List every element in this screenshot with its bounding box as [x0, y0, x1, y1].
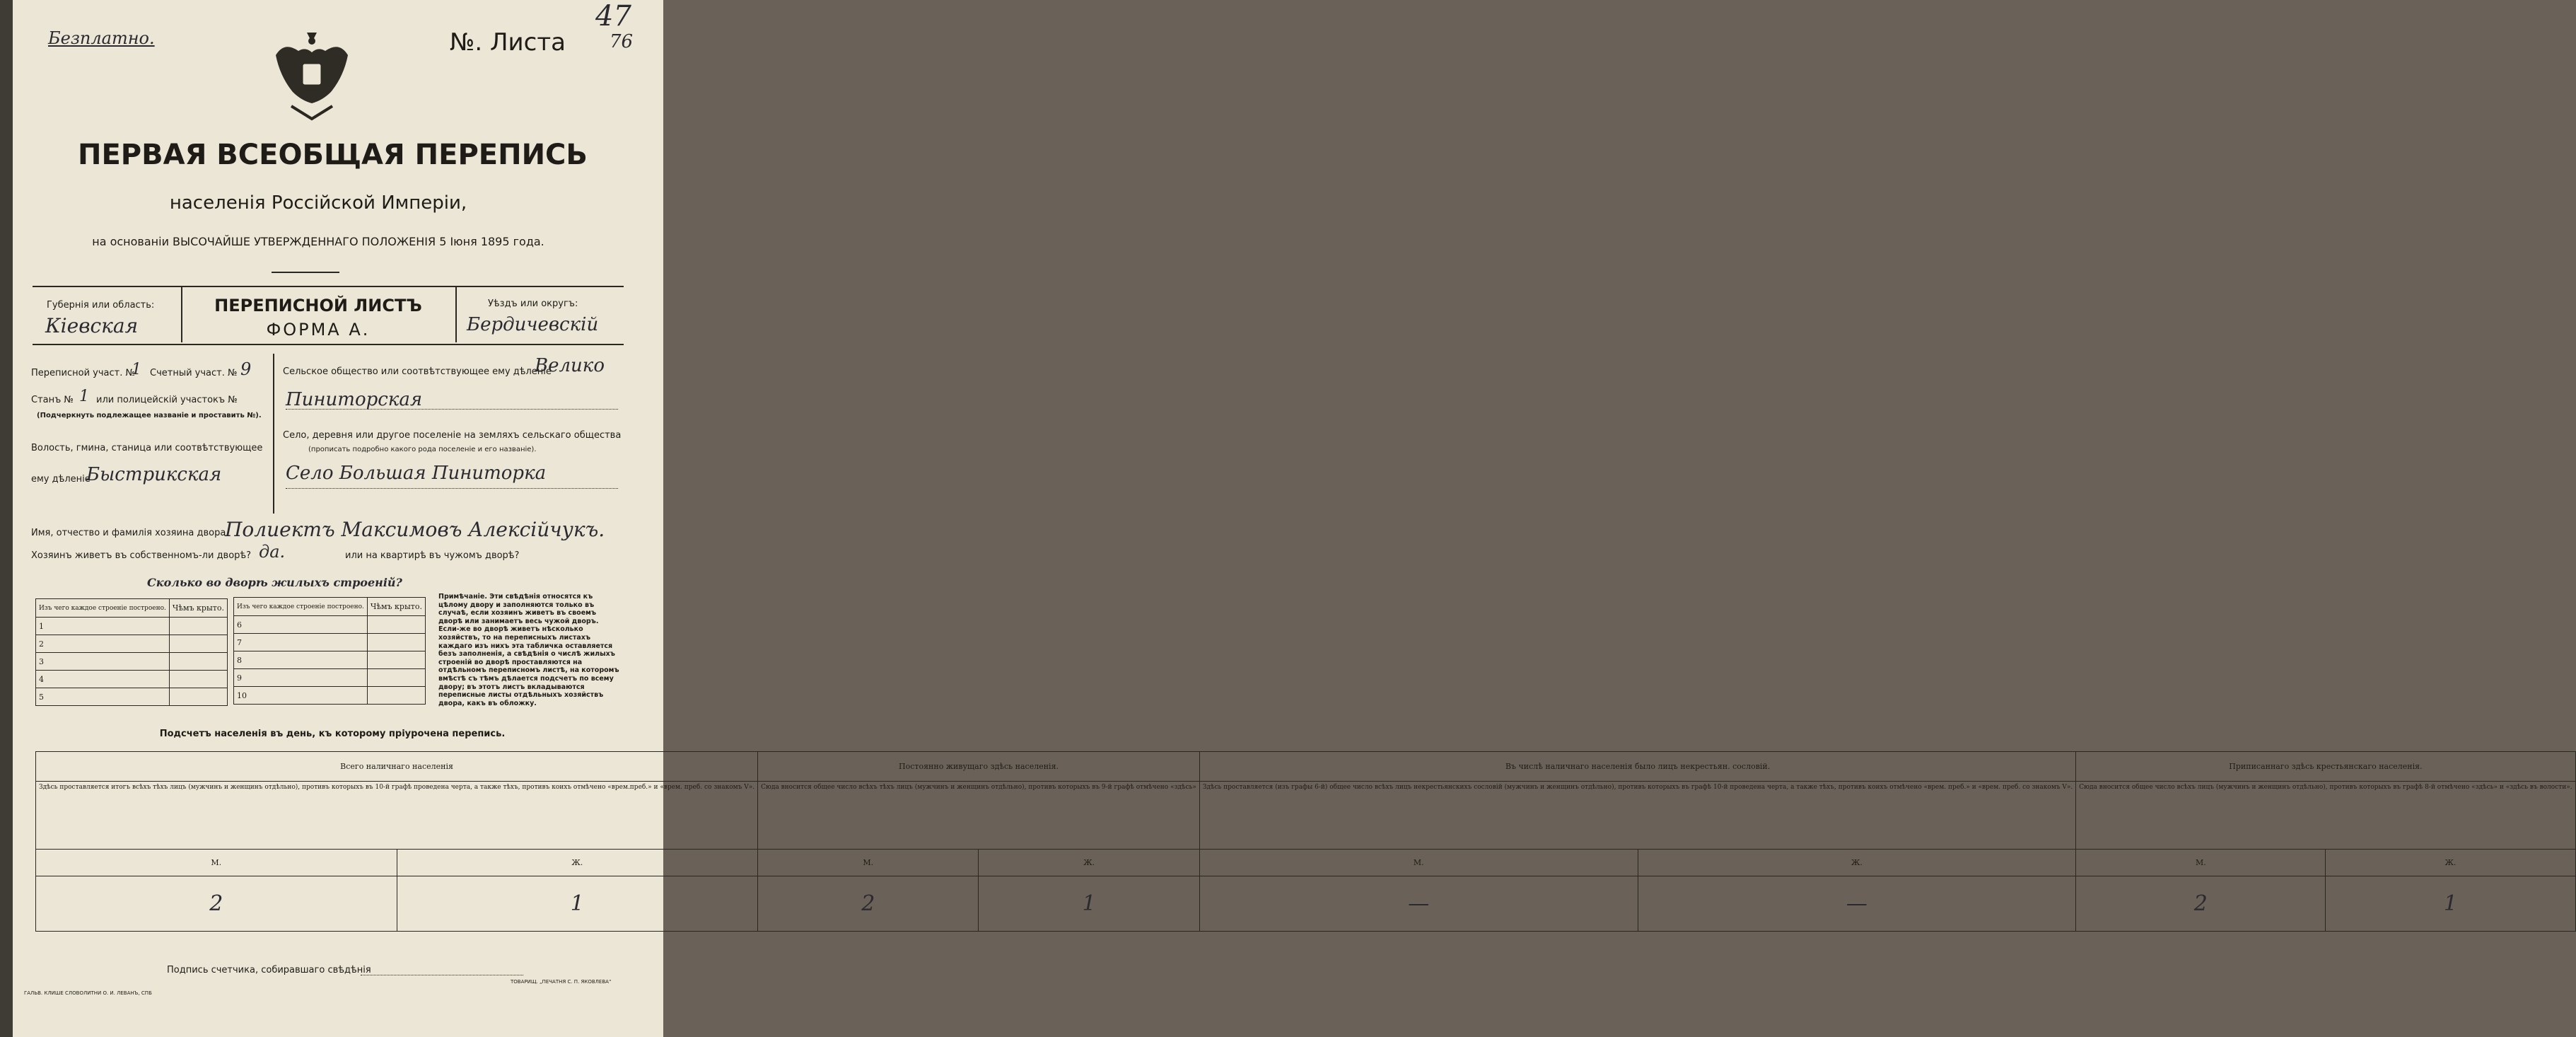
count-value: —: [1638, 876, 2076, 932]
community-label: Сельское общество или соотвѣтствующее ему дѣленіе: [283, 366, 552, 377]
female-header: Ж.: [2326, 850, 2575, 876]
row-number: 4: [36, 671, 170, 688]
material-column-header: Изъ чего каждое строеніе построено.: [234, 598, 368, 616]
count-heading: Подсчетъ населенія въ день, къ которому пріурочена перепись.: [159, 729, 506, 739]
rented-yard-label: или на квартирѣ въ чужомъ дворѣ?: [345, 550, 520, 561]
province-value: Кіевская: [45, 314, 139, 337]
col3-title: Въ числѣ наличнаго населенія было лицъ некрестьян. сословій.: [1199, 752, 2075, 782]
count-value: 2: [758, 876, 979, 932]
col2-description: Сюда вносится общее число всѣхъ тѣхъ лицъ (мужчинъ и женщинъ отдѣльно), противъ которыхъ въ 9-й графѣ отмѣчено «здѣсь»: [758, 782, 1200, 850]
province-label: Губернія или область:: [47, 300, 155, 311]
row-number: 10: [234, 687, 368, 705]
row-number: 7: [234, 634, 368, 651]
basis-line: на основаніи ВЫСОЧАЙШЕ УТВЕРЖДЕННАГО ПОЛОЖЕНІЯ 5 Іюня 1895 года.: [92, 235, 544, 248]
female-header: Ж.: [397, 850, 758, 876]
col4-title: Приписаннаго здѣсь крестьянскаго населенія.: [2076, 752, 2575, 782]
row-number: 9: [234, 669, 368, 687]
double-headed-eagle-emblem: [270, 27, 354, 126]
col2-title: Постоянно живущаго здѣсь населенія.: [758, 752, 1200, 782]
fill-line: [286, 409, 618, 410]
buildings-table-right: [233, 597, 426, 705]
count-district-label: Счетный участ. №: [150, 368, 238, 378]
stan-label: Станъ №: [31, 395, 74, 405]
volost-label: Волость, гмина, станица или соотвѣтствующее: [31, 443, 263, 453]
volost-value: Быстрикская: [86, 464, 222, 485]
fill-line: [286, 488, 618, 489]
count-value: —: [1199, 876, 1638, 932]
village-label: Село, деревня или другое поселеніе на земляхъ сельскаго общества: [283, 430, 622, 441]
free-label: Безплатно.: [48, 28, 155, 48]
female-header: Ж.: [1638, 850, 2076, 876]
village-value: Село Большая Пиниторка: [286, 463, 547, 484]
note-block: [438, 593, 621, 707]
sheet-extra-number: 76: [610, 31, 634, 52]
note-text: Эти свѣдѣнія относятся къ цѣлому двору и заполняются только въ случаѣ, если хозяинъ живетъ въ своемъ дворѣ или занимаетъ весь чужой дворъ. Если-же во дворѣ живетъ нѣсколько хозяйствъ, то на переписныхъ листахъ каждаго изъ нихъ эта табличка оставляется безъ заполненія, а свѣдѣнія о числѣ жилыхъ строеній во дворѣ проставляются на отдѣльномъ переписномъ листѣ, на которомъ вмѣстѣ съ тѣмъ дѣлается подсчетъ по всему двору; въ этотъ листъ вкладываются переписные листы отдѣльныхъ хозяйствъ двора, какъ въ обложку.: [438, 593, 619, 707]
male-header: М.: [36, 850, 397, 876]
sheet-label: №. Листа: [450, 28, 566, 57]
form-title: ПЕРЕПИСНОЙ ЛИСТЪ: [214, 296, 422, 315]
subtitle: населенія Россійской Имперіи,: [169, 192, 467, 214]
own-yard-value: да.: [259, 542, 286, 562]
buildings-table-left: [35, 598, 228, 706]
scan-left-edge: [0, 0, 13, 1037]
sheet-number: 47: [595, 0, 631, 33]
material-column-header: Изъ чего каждое строеніе построено.: [36, 599, 170, 618]
block-divider: [273, 354, 274, 514]
male-header: М.: [758, 850, 979, 876]
col3-description: Здѣсь проставляется (изъ графы 6-й) общее число всѣхъ лицъ некрестьянскихъ сословій (мужчинъ и женщинъ отдѣльно), противъ которыхъ въ графѣ 10-й проведена черта, а также тѣхъ, противъ коихъ отмѣчено «врем. преб.» и «врем. преб. со знакомъ V».: [1199, 782, 2075, 850]
own-yard-label: Хозяинъ живетъ въ собственномъ-ли дворѣ?: [31, 550, 252, 561]
row-number: 1: [36, 618, 170, 635]
district-label: Уѣздъ или округъ:: [488, 299, 578, 309]
enum-district-label: Переписной участ. №: [31, 368, 135, 378]
printer-credit-right: ТОВАРИЩ. „ПЕЧАТНЯ С. П. ЯКОВЛЕВА“: [511, 979, 612, 985]
count-district-value: 9: [240, 359, 252, 379]
col1-title: Всего наличнаго населенія: [36, 752, 758, 782]
printer-credit-left: ГАЛЬВ. КЛИШЕ СЛОВОЛИТНИ О. И. ЛЕВАНЪ, СПБ: [24, 990, 152, 996]
row-number: 3: [36, 653, 170, 671]
owner-name-label: Имя, отчество и фамилія хозяина двора: [31, 528, 226, 538]
owner-name-value: Полиектъ Максимовъ Алексійчукъ.: [225, 518, 605, 541]
population-count-table: [35, 751, 2576, 932]
volost-label-cont: ему дѣленіе: [31, 474, 91, 485]
count-value: 2: [2076, 876, 2326, 932]
col4-description: Сюда вносится общее число всѣхъ лицъ (мужчинъ и женщинъ отдѣльно), противъ которыхъ въ графѣ 8-й отмѣчено «здѣсь» и «здѣсь въ волости».: [2076, 782, 2575, 850]
count-value: 1: [2326, 876, 2575, 932]
col1-description: Здѣсь проставляется итогъ всѣхъ тѣхъ лицъ (мужчинъ и женщинъ отдѣльно), противъ которыхъ въ 10-й графѣ проведена черта, а также тѣхъ, противъ коихъ отмѣчено «врем.преб.» и «врем. преб. со знакомъ V».: [36, 782, 758, 850]
female-header: Ж.: [979, 850, 1199, 876]
ornament-divider: [272, 272, 339, 273]
row-number: 8: [234, 651, 368, 669]
count-value: 2: [36, 876, 397, 932]
signature-label: Подпись счетчика, собиравшаго свѣдѣнія: [167, 965, 371, 975]
district-value: Бердичевскій: [467, 314, 599, 335]
community-value-cont: Пиниторская: [286, 389, 423, 410]
buildings-question: Сколько во дворѣ жилыхъ строеній?: [147, 576, 402, 589]
divider: [455, 286, 457, 342]
note-heading: Примѣчаніе.: [438, 593, 487, 601]
count-value: 1: [979, 876, 1199, 932]
male-header: М.: [1199, 850, 1638, 876]
row-number: 6: [234, 616, 368, 634]
row-number: 2: [36, 635, 170, 653]
police-district-label: или полицейскій участокъ №: [96, 395, 238, 405]
stan-note: (Подчеркнуть подлежащее названіе и проставить №).: [37, 412, 262, 419]
row-number: 5: [36, 688, 170, 706]
form-letter: ФОРМА А.: [266, 320, 371, 340]
community-value: Велико: [535, 355, 605, 376]
village-note: (прописать подробно какого рода поселеніе и его названіе).: [308, 446, 537, 453]
enum-district-value: 1: [132, 361, 141, 378]
roof-column-header: Чѣмъ крыто.: [169, 599, 227, 618]
main-title: ПЕРВАЯ ВСЕОБЩАЯ ПЕРЕПИСЬ: [78, 139, 588, 171]
divider: [181, 286, 182, 342]
male-header: М.: [2076, 850, 2326, 876]
stan-value: 1: [79, 388, 89, 405]
roof-column-header: Чѣмъ крыто.: [367, 598, 425, 616]
count-value: 1: [397, 876, 758, 932]
